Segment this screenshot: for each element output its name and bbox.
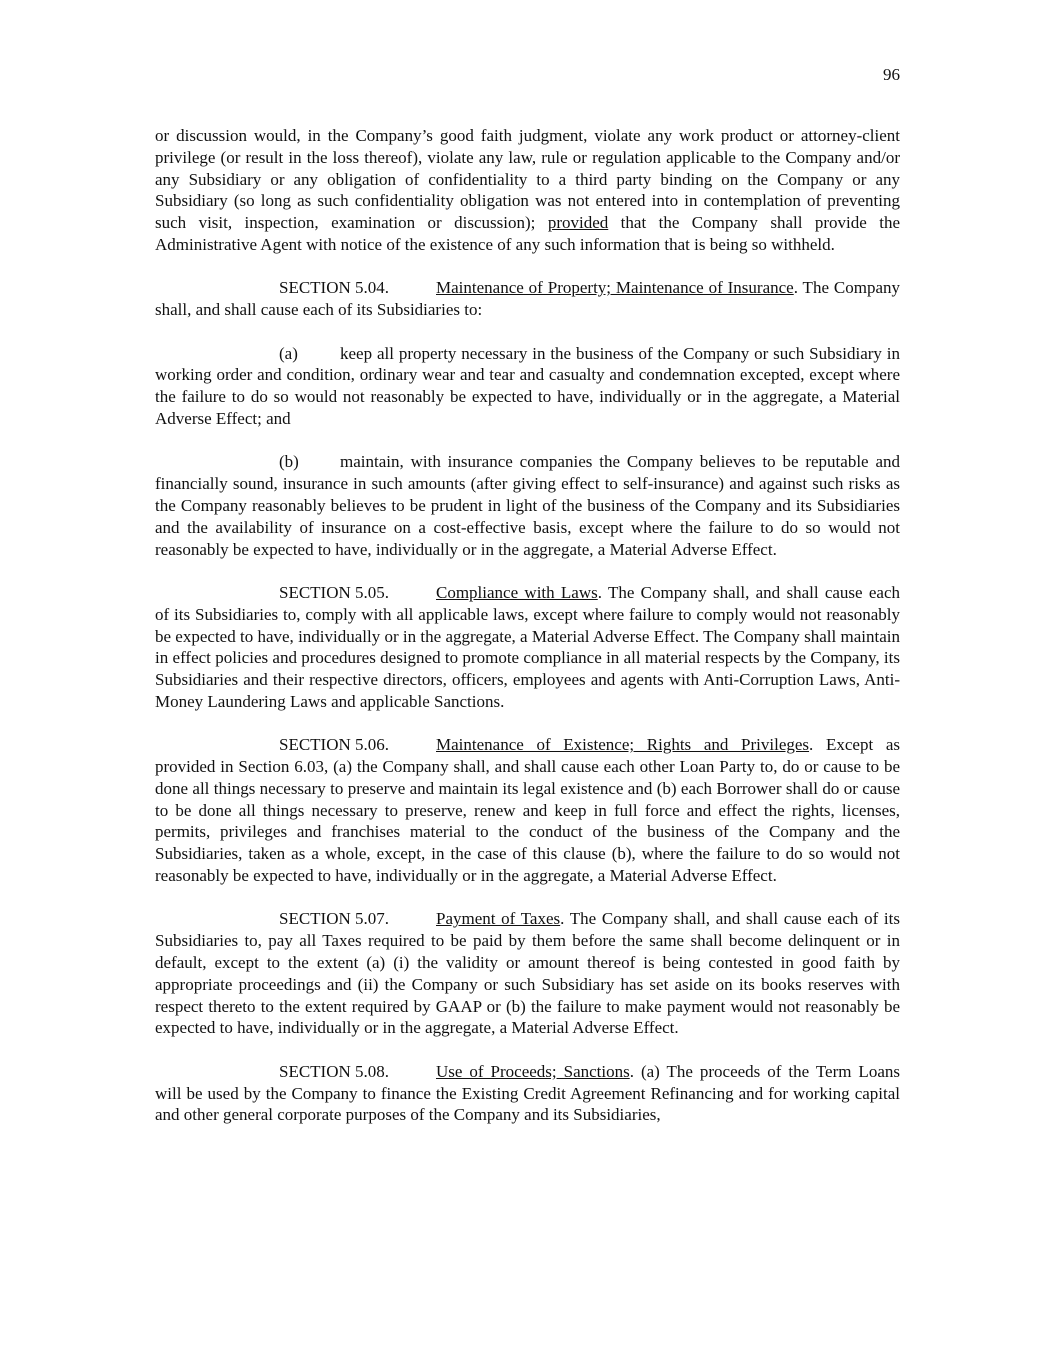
item-label: (b) bbox=[279, 452, 299, 472]
item-label: (a) bbox=[279, 343, 298, 363]
section-body: . The Company shall, and shall cause each of its Subsidiaries to, pay all Taxes required to be paid by them before the same shall become delinquent or in default, except to the extent (a) (i) the validity or amount thereof is being contested in good faith by appropriate proceedings and (ii) the Company or such Subsidiary has set aside on its books reserves with respect thereto to the extent required by GAAP or (b) the failure to make payment would not reasonably be expected to have, individually or in the aggregate, a Material Adverse Effect. bbox=[155, 909, 900, 1038]
section-title: Compliance with Laws bbox=[436, 582, 598, 602]
section-5-05 bbox=[155, 582, 900, 713]
section-body: . The Company shall, and shall cause each of its Subsidiaries to, comply with all applicable laws, except where failure to comply would not reasonably be expected to have, individually or in the aggregate, a Material Adverse Effect. The Company shall maintain in effect policies and procedures designed to promote compliance in all material respects by the Company, its Subsidiaries and their respective directors, officers, employees and agents with Anti-Corruption Laws, Anti-Money Laundering Laws and applicable Sanctions. bbox=[155, 582, 900, 711]
intro-text-a: or discussion would, in the Company’s good faith judgment, violate any work product or attorney-client privilege (or result in the loss thereof), violate any law, rule or regulation applicable to the Company and/or any Subsidiary or any obligation of confidentiality to a third party binding on the Company or any Subsidiary (so long as such confidentiality obligation was not entered into in contemplation of preventing such visit, inspection, examination or discussion); bbox=[155, 126, 900, 233]
section-5-06 bbox=[155, 734, 900, 887]
section-number: SECTION 5.08. bbox=[279, 1061, 390, 1081]
section-5-08 bbox=[155, 1061, 900, 1126]
document-body bbox=[155, 125, 900, 1148]
section-body: . (a) The proceeds of the Term Loans will be used by the Company to finance the Existing Credit Agreement Refinancing and for working capital and other general corporate purposes of the Company and its Subsidiaries, bbox=[155, 1061, 900, 1125]
provided-term: provided bbox=[547, 213, 609, 233]
section-number: SECTION 5.05. bbox=[279, 582, 390, 602]
section-title: Use of Proceeds; Sanctions bbox=[436, 1061, 630, 1081]
item-b bbox=[155, 451, 900, 560]
paragraph-intro bbox=[155, 125, 900, 256]
section-body: . Except as provided in Section 6.03, (a) the Company shall, and shall cause each other Loan Party to, do or cause to be done all things necessary to preserve and maintain its legal existence and (b) each Borrower shall do or cause to be done all things necessary to preserve, renew and keep in full force and effect the rights, licenses, permits, privileges and franchises material to the conduct of the business of the Company and the Subsidiaries, taken as a whole, except, in the case of this clause (b), where the failure to do so would not reasonably be expected to have, individually or in the aggregate, a Material Adverse Effect. bbox=[155, 735, 900, 886]
section-number: SECTION 5.06. bbox=[279, 735, 390, 755]
item-a bbox=[155, 343, 900, 430]
item-text: maintain, with insurance companies the Company believes to be reputable and financially sound, insurance in such amounts (after giving effect to self-insurance) and against such risks as the Company reasonably believes to be prudent in light of the business of the Company and its Subsidiaries and the availability of insurance on a cost-effective basis, except where the failure to do so would not reasonably be expected to have, individually or in the aggregate, a Material Adverse Effect. bbox=[155, 452, 900, 559]
section-title: Maintenance of Property; Maintenance of Insurance bbox=[436, 278, 794, 298]
page-number: 96 bbox=[883, 65, 900, 84]
section-5-04 bbox=[155, 277, 900, 321]
section-number: SECTION 5.04. bbox=[279, 278, 390, 298]
section-body: . The Company shall, and shall cause each of its Subsidiaries to: bbox=[155, 278, 900, 320]
item-text: keep all property necessary in the business of the Company or such Subsidiary in working order and condition, ordinary wear and tear and casualty and condemnation excepted, except where the failure to do so would not reasonably be expected to have, individually or in the aggregate, a Material Adverse Effect; and bbox=[155, 343, 900, 428]
section-title: Payment of Taxes bbox=[436, 909, 561, 929]
section-5-07 bbox=[155, 908, 900, 1039]
intro-text-b: that the Company shall provide the Administrative Agent with notice of the existence of any such information that is being so withheld. bbox=[155, 213, 900, 254]
section-title: Maintenance of Existence; Rights and Privileges bbox=[436, 735, 810, 755]
section-number: SECTION 5.07. bbox=[279, 909, 390, 929]
